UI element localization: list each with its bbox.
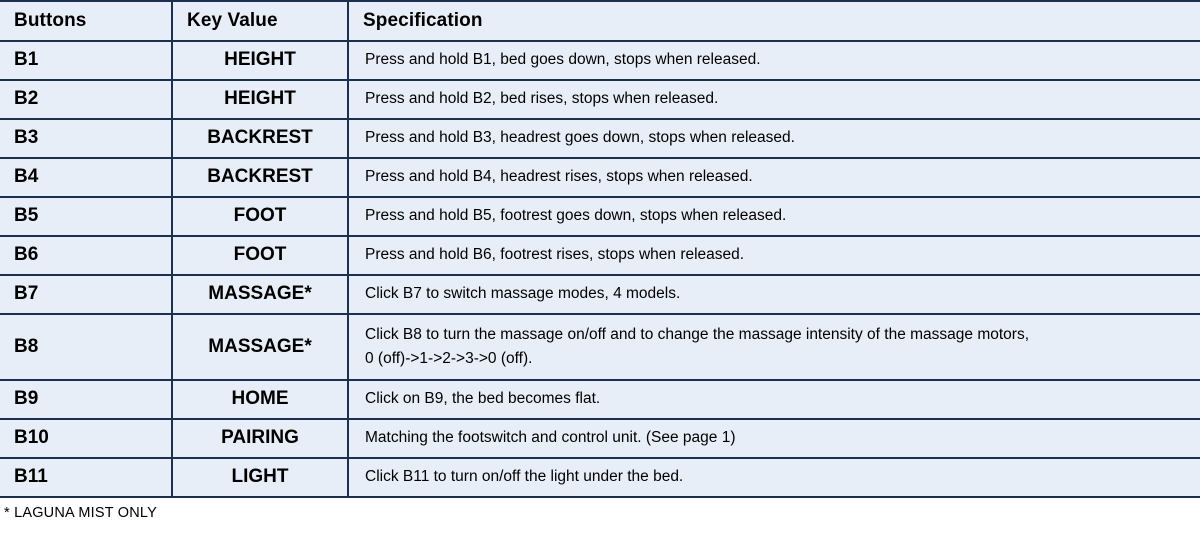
- key-value-label: HEIGHT: [224, 88, 296, 110]
- specification-text-line1: Click B8 to turn the massage on/off and to change the massage intensity of the massage motors,: [365, 325, 1030, 343]
- key-value-label: MASSAGE*: [208, 335, 312, 357]
- cell-specification: [348, 80, 1200, 119]
- header-cell-specification: [348, 1, 1200, 41]
- button-label: B1: [14, 49, 39, 70]
- cell-specification: [348, 197, 1200, 236]
- table-header-row: [0, 1, 1200, 41]
- header-label-key-value: Key Value: [187, 9, 278, 31]
- table-row: [0, 236, 1200, 275]
- specification-text: Press and hold B1, bed goes down, stops when released.: [365, 51, 761, 68]
- table-body: [0, 41, 1200, 497]
- specification-text: Click on B9, the bed becomes flat.: [365, 390, 601, 408]
- cell-key-value: [172, 197, 348, 236]
- cell-button: [0, 119, 172, 158]
- cell-button: [0, 380, 172, 419]
- cell-specification: [348, 275, 1200, 314]
- button-label: B9: [14, 388, 39, 410]
- cell-specification: [348, 314, 1200, 380]
- cell-button: [0, 41, 172, 80]
- table-row: [0, 275, 1200, 314]
- cell-button: [0, 275, 172, 314]
- table-row: [0, 458, 1200, 497]
- cell-key-value: [172, 236, 348, 275]
- key-value-label: LIGHT: [231, 466, 289, 488]
- cell-button: [0, 458, 172, 497]
- cell-specification: [348, 419, 1200, 458]
- button-label: B11: [14, 466, 48, 488]
- cell-key-value: [172, 41, 348, 80]
- specification-text-line2: 0 (off)->1->2->3->0 (off).: [365, 349, 533, 367]
- footnote: * LAGUNA MIST ONLY: [0, 498, 1200, 521]
- table-row: [0, 314, 1200, 380]
- specification-text: Press and hold B5, footrest goes down, stops when released.: [365, 207, 787, 225]
- cell-specification: [348, 380, 1200, 419]
- cell-key-value: [172, 419, 348, 458]
- cell-key-value: [172, 314, 348, 380]
- button-label: B8: [14, 335, 39, 357]
- button-label: B5: [14, 205, 39, 227]
- cell-key-value: [172, 119, 348, 158]
- cell-key-value: [172, 380, 348, 419]
- key-value-label: BACKREST: [207, 166, 313, 188]
- specification-text: Press and hold B6, footrest rises, stops when released.: [365, 246, 745, 264]
- key-value-label: FOOT: [233, 244, 287, 266]
- cell-key-value: [172, 158, 348, 197]
- table-row: [0, 419, 1200, 458]
- cell-specification: [348, 41, 1200, 80]
- table-row: [0, 380, 1200, 419]
- button-label: B6: [14, 244, 39, 266]
- specification-text: Click B7 to switch massage modes, 4 models.: [365, 285, 681, 303]
- table-row: [0, 41, 1200, 80]
- specification-text: Press and hold B3, headrest goes down, stops when released.: [365, 129, 795, 147]
- cell-key-value: [172, 80, 348, 119]
- specification-text: Matching the footswitch and control unit. (See page 1): [365, 429, 736, 447]
- cell-button: [0, 158, 172, 197]
- cell-specification: [348, 236, 1200, 275]
- table-row: [0, 158, 1200, 197]
- cell-button: [0, 80, 172, 119]
- key-value-label: MASSAGE*: [208, 283, 312, 305]
- button-label: B7: [14, 283, 39, 305]
- specification-text: [349, 317, 1200, 378]
- specification-text: Click B11 to turn on/off the light under the bed.: [365, 468, 684, 486]
- key-value-label: FOOT: [233, 205, 287, 227]
- header-cell-buttons: [0, 1, 172, 41]
- specification-text: Press and hold B2, bed rises, stops when released.: [365, 90, 719, 108]
- button-label: B10: [14, 427, 49, 449]
- button-label: B2: [14, 88, 39, 110]
- header-label-buttons: Buttons: [14, 9, 87, 31]
- cell-specification: [348, 458, 1200, 497]
- cell-key-value: [172, 275, 348, 314]
- cell-specification: [348, 119, 1200, 158]
- specification-text: Press and hold B4, headrest rises, stops when released.: [365, 168, 753, 186]
- table-row: [0, 197, 1200, 236]
- button-label: B3: [14, 127, 39, 149]
- table-row: [0, 80, 1200, 119]
- cell-key-value: [172, 458, 348, 497]
- header-label-specification: Specification: [363, 9, 483, 31]
- cell-button: [0, 197, 172, 236]
- key-value-label: PAIRING: [221, 427, 299, 449]
- button-label: B4: [14, 166, 39, 188]
- cell-button: [0, 236, 172, 275]
- key-value-label: HOME: [231, 388, 289, 410]
- header-cell-key-value: [172, 1, 348, 41]
- key-value-label: HEIGHT: [224, 49, 296, 70]
- cell-specification: [348, 158, 1200, 197]
- cell-button: [0, 314, 172, 380]
- cell-button: [0, 419, 172, 458]
- key-value-label: BACKREST: [207, 127, 313, 149]
- table-row: [0, 119, 1200, 158]
